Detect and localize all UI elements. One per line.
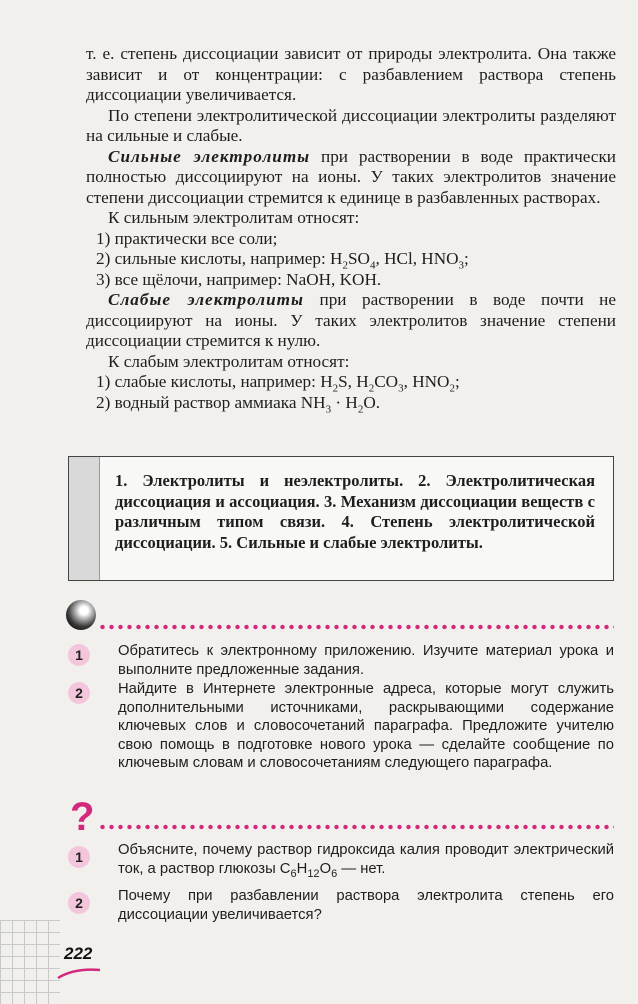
keywords-text: 1. Электролиты и неэлектролиты. 2. Электролитическая диссоциация и ассоциация. 3. Механизм диссоциации веществ с различным типом связи. 4. Степень электролитической диссоциации. 5. Сильные и слабые электролиты. — [115, 471, 595, 552]
weak-list-item-2: 2) водный раствор аммиака $NH_3 \cdot H_2O$. — [96, 392, 381, 415]
strong-list-item-3: 3) все щёлочи, например: NaOH, KOH. — [96, 269, 382, 289]
weak-list-item-1: 1) слабые кислоты, например: $H_2S$, $H_2CO_3$, $HNO_2$; — [96, 372, 460, 395]
question-2: Почему при разбавлении раствора электролита степень его диссоциации увеличивается? — [118, 888, 614, 923]
digital-task-2: Найдите в Интернете электронные адреса, которые могут служить дополнительными источниками, раскрывающими содержание ключевых слов и словосочетаний параграфа. Предложите учителю свою помощь в подготовке нового урока — сделайте сообщение по ключевым словам и словосочетаниям следующего параграфа. — [118, 681, 614, 771]
dotted-divider-digital — [98, 624, 614, 630]
paragraph-2: По степени электролитической диссоциации электролиты разделяют на сильные и слабые. — [86, 105, 616, 145]
task-number-badge: 2 — [68, 682, 90, 704]
question-1: Объясните, почему раствор гидроксида калия проводит электрический ток, а раствор глюкозы $C_6H_{12}O_6$ — нет. — [118, 842, 614, 880]
weak-electrolytes-paragraph — [86, 290, 616, 352]
weak-list-intro: К слабым электролитам относят: — [108, 351, 350, 371]
main-text — [86, 44, 616, 413]
weak-electrolytes-definition: при растворении в воде почти не диссоциируют на ионы. У таких электролитов значение степени диссоциации стремится к нулю. — [86, 290, 617, 350]
paragraph-1: т. е. степень диссоциации зависит от природы электролита. Она также зависит и от концентрации: с разбавлением раствора степень диссоциации увеличивается. — [86, 44, 616, 104]
corner-grid-decoration — [0, 920, 60, 1004]
task-number-badge: 1 — [68, 644, 90, 666]
page-number-swoosh — [56, 966, 102, 980]
strong-electrolytes-definition: при растворении в воде практически полностью диссоциируют на ионы. У таких электролитов значение степени диссоциации стремится к единице в разбавленных растворах. — [86, 146, 616, 207]
strong-list-item-1: 1) практически все соли; — [96, 228, 278, 248]
keywords-box-strip — [69, 457, 100, 580]
strong-list-item-2: 2) сильные кислоты, например: $H_2SO_4$, HCl, $HNO_3$; — [96, 249, 469, 272]
strong-electrolytes-paragraph — [86, 147, 616, 209]
strong-electrolytes-term: Сильные электролиты — [108, 146, 311, 166]
keywords-box — [68, 456, 614, 581]
question-number-badge: 2 — [68, 892, 90, 914]
question-mark-icon: ? — [70, 795, 95, 839]
dotted-divider-questions — [98, 824, 614, 830]
page-number: 222 — [64, 944, 93, 963]
weak-electrolytes-term: Слабые электролиты — [108, 290, 304, 309]
digital-task-1: Обратитесь к электронному приложению. Изучите материал урока и выполните предложенные задания. — [118, 643, 614, 678]
question-number-badge: 1 — [68, 846, 90, 868]
strong-list-intro: К сильным электролитам относят: — [108, 208, 360, 227]
cd-disc-icon — [66, 600, 96, 630]
